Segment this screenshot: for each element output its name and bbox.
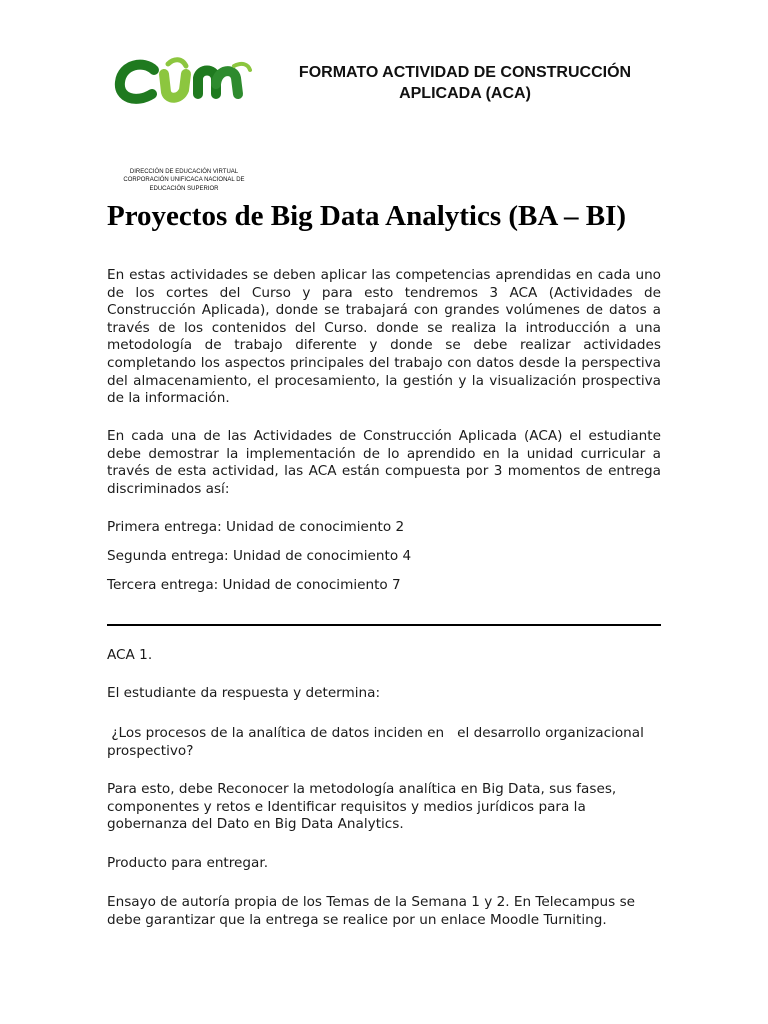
document-title-line-2: APLICADA (ACA) <box>399 85 531 102</box>
delivery-item-3: Tercera entrega: Unidad de conocimiento 7 <box>107 577 401 593</box>
page-heading: Proyectos de Big Data Analytics (BA – BI) <box>107 200 627 232</box>
department-line-2: CORPORACIÓN UNIFICACA NACIONAL DE <box>123 177 245 184</box>
delivery-item-1: Primera entrega: Unidad de conocimiento 2 <box>107 519 405 535</box>
department-caption <box>112 168 256 193</box>
cun-logo <box>114 54 254 108</box>
intro-paragraph-1: En estas actividades se deben aplicar las competencias aprendidas en cada uno de los cortes del Curso y para esto tendremos 3 ACA (Actividades de Construcción Aplicada), donde se trabajará con grandes volúmenes de datos a través de los contenidos del Curso. donde se realiza la introducción a una metodología de trabajo diferente y donde se debe realizar actividades completando los aspectos principales del trabajo con datos desde la perspectiva del almacenamiento, el procesamiento, la gestión y la visualización prospectiva de la información. <box>107 267 661 407</box>
document-title <box>270 62 660 104</box>
aca1-product-description: Ensayo de autoría propia de los Temas de la Semana 1 y 2. En Telecampus se debe garantizar que la entrega se realice por un enlace Moodle Turniting. <box>107 894 636 928</box>
department-line-3: EDUCACIÓN SUPERIOR <box>149 185 219 192</box>
aca1-instructions: Para esto, debe Reconocer la metodología analítica en Big Data, sus fases, componentes y retos e Identificar requisitos y medios jurídicos para la gobernanza del Dato en Big Data Analytics. <box>107 781 617 833</box>
aca1-title: ACA 1. <box>107 647 153 663</box>
aca1-product-label: Producto para entregar. <box>107 855 269 871</box>
section-divider <box>107 624 661 626</box>
intro-paragraph-2: En cada una de las Actividades de Construcción Aplicada (ACA) el estudiante debe demostrar la implementación de lo aprendido en la unidad curricular a través de esta actividad, las ACA están compuesta por 3 momentos de entrega discriminados así: <box>107 428 661 497</box>
aca1-question: ¿Los procesos de la analítica de datos inciden en el desarrollo organizacional prospectivo? <box>107 725 649 759</box>
document-title-line-1: FORMATO ACTIVIDAD DE CONSTRUCCIÓN <box>298 64 632 81</box>
aca1-intro: El estudiante da respuesta y determina: <box>107 685 381 701</box>
department-line-1: DIRECCIÓN DE EDUCACIÓN VIRTUAL <box>129 169 239 175</box>
delivery-item-2: Segunda entrega: Unidad de conocimiento 4 <box>107 548 412 564</box>
